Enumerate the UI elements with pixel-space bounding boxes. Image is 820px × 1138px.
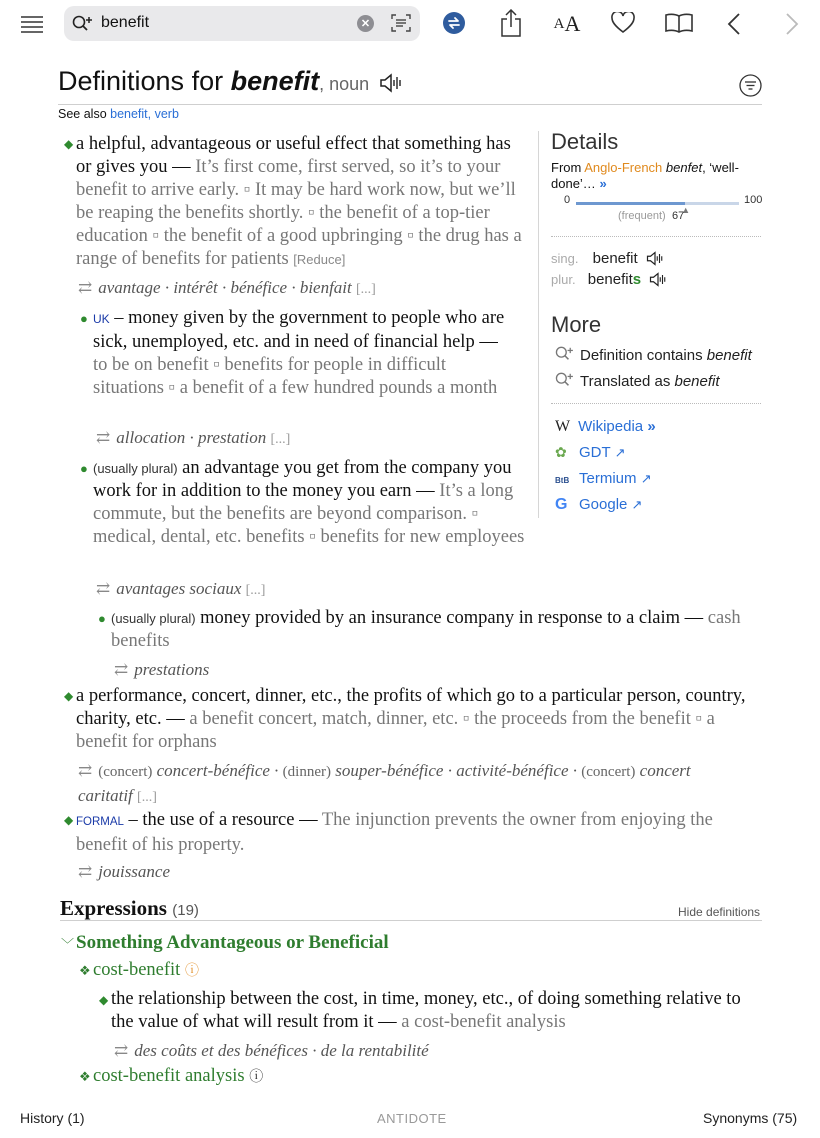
translation-2 <box>96 426 290 451</box>
definition-examples: a benefit concert, match, dinner, etc. ▫ the proceeds from the benefit ▫ a benefit for orphans <box>76 709 715 752</box>
etymology-language[interactable]: Anglo-French <box>584 160 663 175</box>
etymology-from: From <box>551 160 585 175</box>
heart-icon[interactable] <box>610 11 636 35</box>
translation-text: prestations <box>134 660 210 679</box>
region-tag: UK <box>93 312 110 326</box>
translation-text: concert caritatif <box>78 761 691 805</box>
see-also <box>58 107 179 121</box>
translation-arrow-icon: ⇄ <box>78 862 93 881</box>
definition-4 <box>111 607 771 653</box>
frequency-max: 100 <box>744 194 763 206</box>
usage-tag: (usually plural) <box>111 611 196 626</box>
expression-bullet-icon: ❖ <box>79 1069 91 1084</box>
translation-text: avantages sociaux <box>116 579 242 598</box>
external-link-icon: ↗ <box>640 471 652 486</box>
menu-icon[interactable] <box>18 12 46 36</box>
search-input[interactable]: benefit <box>101 14 150 31</box>
clear-search-icon[interactable]: ✕ <box>357 15 374 32</box>
translation-4 <box>114 658 209 681</box>
definition-bullet: ◆ <box>64 137 74 151</box>
singular-value: benefit <box>592 250 638 267</box>
google-icon: G <box>555 496 568 513</box>
expression-label: cost-benefit analysis <box>93 1066 245 1086</box>
translation-text: allocation · prestation <box>116 428 267 447</box>
external-link-icon: ↗ <box>631 497 643 512</box>
synonyms-button[interactable]: Synonyms (75) <box>703 1110 798 1126</box>
expression-label: cost-benefit <box>93 960 181 980</box>
definition-bullet: ◆ <box>64 689 74 703</box>
expression-cost-benefit-analysis[interactable] <box>93 1066 263 1087</box>
more-item-word: benefit <box>674 373 720 390</box>
more-separator <box>551 403 761 404</box>
title-word: benefit <box>230 66 320 96</box>
definition-6 <box>76 809 766 857</box>
frequency-min: 0 <box>564 194 571 206</box>
info-icon[interactable]: ⓘ <box>184 962 199 978</box>
termium-link[interactable] <box>555 470 652 487</box>
definition-5 <box>76 685 766 754</box>
expression-translation <box>114 1039 429 1062</box>
translation-3 <box>96 577 265 602</box>
more-translations-link[interactable]: [...] <box>356 282 376 297</box>
collapse-chevron-icon[interactable]: ﹀ <box>61 937 75 952</box>
definition-text: money provided by an insurance company in response to a claim — <box>195 608 704 628</box>
frequency-marker: ▲ <box>681 205 691 215</box>
definition-contains-link[interactable] <box>554 346 752 366</box>
more-item-label: Translated as <box>580 373 675 390</box>
translation-tag: (dinner) <box>282 764 331 780</box>
translation-text: souper-bénéfice · activité-bénéfice <box>335 761 569 780</box>
definition-text: – money given by the government to people who are sick, unemployed, etc. and in need of financial help — <box>93 308 505 352</box>
see-also-link[interactable]: benefit, verb <box>110 107 179 121</box>
translation-arrow-icon: ⇄ <box>96 428 111 447</box>
pronounce-icon[interactable] <box>379 69 403 100</box>
google-link[interactable] <box>555 496 642 514</box>
more-heading: More <box>551 312 602 337</box>
definition-text: a helpful, advantageous or useful effect that something has or gives you — <box>76 134 511 177</box>
search-add-icon <box>72 15 92 38</box>
translation-text: avantage · intérêt · bénéfice · bienfait <box>98 278 352 297</box>
etymology <box>551 160 761 192</box>
pronounce-plural-icon[interactable] <box>649 272 667 291</box>
expressions-divider <box>60 920 762 921</box>
translation-1 <box>78 276 376 301</box>
gdt-link[interactable] <box>555 444 625 461</box>
book-icon[interactable] <box>664 12 694 34</box>
definition-examples: It’s first come, first served, so it’s to your benefit to arrive early. ▫ It may be hard work now, but we’ll be reaping the benefits shortly. ▫ the benefit of a top-tier education ▫ the benefit of a good upbringing ▫ the drug has a range of benefits for patients <box>76 157 522 269</box>
forward-icon[interactable] <box>782 12 802 36</box>
translation-tag: (concert) <box>98 764 153 780</box>
translation-arrow-icon: ⇄ <box>114 660 129 679</box>
search-add-icon <box>554 372 574 392</box>
more-translations-link[interactable]: [...] <box>137 790 157 805</box>
header-divider <box>58 104 762 105</box>
more-item-word: benefit <box>706 347 752 364</box>
definition-text: – the use of a resource — <box>123 810 318 830</box>
translation-5: ⇄ (concert) concert-bénéfice · (dinner) souper-bénéfice · activité-bénéfice · (concert) concert caritatif [...] <box>78 761 691 805</box>
usage-tag: (usually plural) <box>93 461 178 476</box>
definition-text: the relationship between the cost, in time, money, etc., of doing something relative to the value of what will result from it — <box>111 989 741 1032</box>
etymology-word: benfet <box>665 160 703 175</box>
sync-icon[interactable] <box>441 10 467 36</box>
definition-3 <box>93 457 530 549</box>
definition-bullet: ◆ <box>64 813 74 827</box>
wikipedia-link[interactable] <box>555 418 656 436</box>
definition-bullet: ◆ <box>99 993 109 1007</box>
frequency-fill <box>576 202 685 205</box>
link-label: GDT <box>579 444 611 461</box>
expression-cost-benefit[interactable] <box>93 960 199 981</box>
more-translations-link[interactable]: [...] <box>270 432 291 447</box>
expressions-heading <box>60 896 199 921</box>
plural-stem: benefit <box>587 271 633 288</box>
definition-text: a performance, concert, dinner, etc., the profits of which go to a particular person, country, charity, etc. — <box>76 686 746 729</box>
pronounce-singular-icon[interactable] <box>646 251 664 270</box>
details-heading: Details <box>551 129 619 154</box>
subdefinition-dot: ● <box>80 311 88 326</box>
link-label: Wikipedia <box>578 418 644 435</box>
definition-2 <box>93 307 513 400</box>
see-also-label: See also <box>58 107 111 121</box>
plural-form <box>551 271 667 291</box>
translation-6 <box>78 860 170 883</box>
search-field[interactable] <box>64 6 420 41</box>
search-add-icon <box>554 346 574 366</box>
definition-examples: cash benefits <box>111 608 741 651</box>
page-title <box>58 66 403 100</box>
expand-etymology-icon[interactable]: » <box>599 176 607 191</box>
definition-examples: a cost-benefit analysis <box>396 1012 566 1032</box>
translation-text: des coûts et des bénéfices · de la rentabilité <box>134 1041 429 1060</box>
definition-1 <box>76 133 526 271</box>
singular-label: sing. <box>551 251 579 266</box>
translated-as-link[interactable] <box>554 372 720 392</box>
singular-form <box>551 250 664 270</box>
expression-bullet-icon: ❖ <box>79 963 91 978</box>
definition-examples: to be on benefit ▫ benefits for people in difficult situations ▫ a benefit of a few hundred pounds a month <box>93 355 498 398</box>
definition-examples: It’s a long commute, but the benefits are beyond comparison. ▫ medical, dental, etc. benefits ▫ benefits for new employees <box>93 481 525 547</box>
expressions-count: (19) <box>172 902 199 919</box>
more-translations-link[interactable]: [...] <box>245 583 266 598</box>
gdt-icon: ✿ <box>555 444 567 460</box>
register-tag: FORMAL <box>76 816 124 828</box>
subdefinition-dot: ● <box>80 461 88 476</box>
more-item-label: Definition contains <box>580 347 707 364</box>
reduce-link[interactable]: [Reduce] <box>293 252 346 267</box>
frequency-meter <box>551 194 771 224</box>
expression-group-heading[interactable]: Something Advantageous or Beneficial <box>76 932 389 953</box>
definition-text: an advantage you get from the company you work for in addition to the money you earn — <box>93 458 512 501</box>
plural-suffix: s <box>632 271 642 288</box>
frequency-label: (frequent) <box>618 210 666 222</box>
termium-icon: BtB <box>555 476 570 485</box>
translation-text: jouissance <box>98 862 171 881</box>
subdefinition-dot: ● <box>98 611 106 626</box>
expression-definition <box>111 988 761 1034</box>
definition-examples: The injunction prevents the owner from enjoying the benefit of his property. <box>76 810 713 855</box>
history-button[interactable]: History (1) <box>20 1110 85 1126</box>
brand-label: ANTIDOTE <box>377 1111 447 1126</box>
link-label: Termium <box>579 470 637 487</box>
info-icon[interactable]: ⓘ <box>249 1068 264 1084</box>
part-of-speech: , noun <box>319 74 370 94</box>
filter-icon[interactable] <box>739 74 762 102</box>
scan-text-icon[interactable] <box>391 13 411 38</box>
translation-text: concert-bénéfice <box>156 761 270 780</box>
expand-icon: » <box>647 418 656 435</box>
wikipedia-icon: W <box>555 418 571 435</box>
back-icon[interactable] <box>724 12 744 36</box>
title-prefix: Definitions for <box>58 66 231 96</box>
details-separator <box>551 236 761 237</box>
expressions-title: Expressions <box>60 896 167 920</box>
side-panel-divider <box>538 131 539 518</box>
translation-tag: (concert) <box>581 764 636 780</box>
translation-arrow-icon: ⇄ <box>78 761 93 780</box>
etymology-rest: , ‘well-done’… <box>551 160 739 191</box>
frequency-value: 67 <box>672 210 685 222</box>
translation-arrow-icon: ⇄ <box>114 1041 129 1060</box>
translation-arrow-icon: ⇄ <box>96 579 111 598</box>
share-icon[interactable] <box>497 8 525 38</box>
plural-label: plur. <box>551 272 576 287</box>
hide-definitions-button[interactable]: Hide definitions <box>678 905 761 919</box>
translation-arrow-icon: ⇄ <box>78 278 93 297</box>
external-link-icon: ↗ <box>614 445 626 460</box>
font-size-icon[interactable]: A A <box>553 11 581 36</box>
link-label: Google <box>579 496 628 513</box>
toolbar <box>0 0 820 48</box>
